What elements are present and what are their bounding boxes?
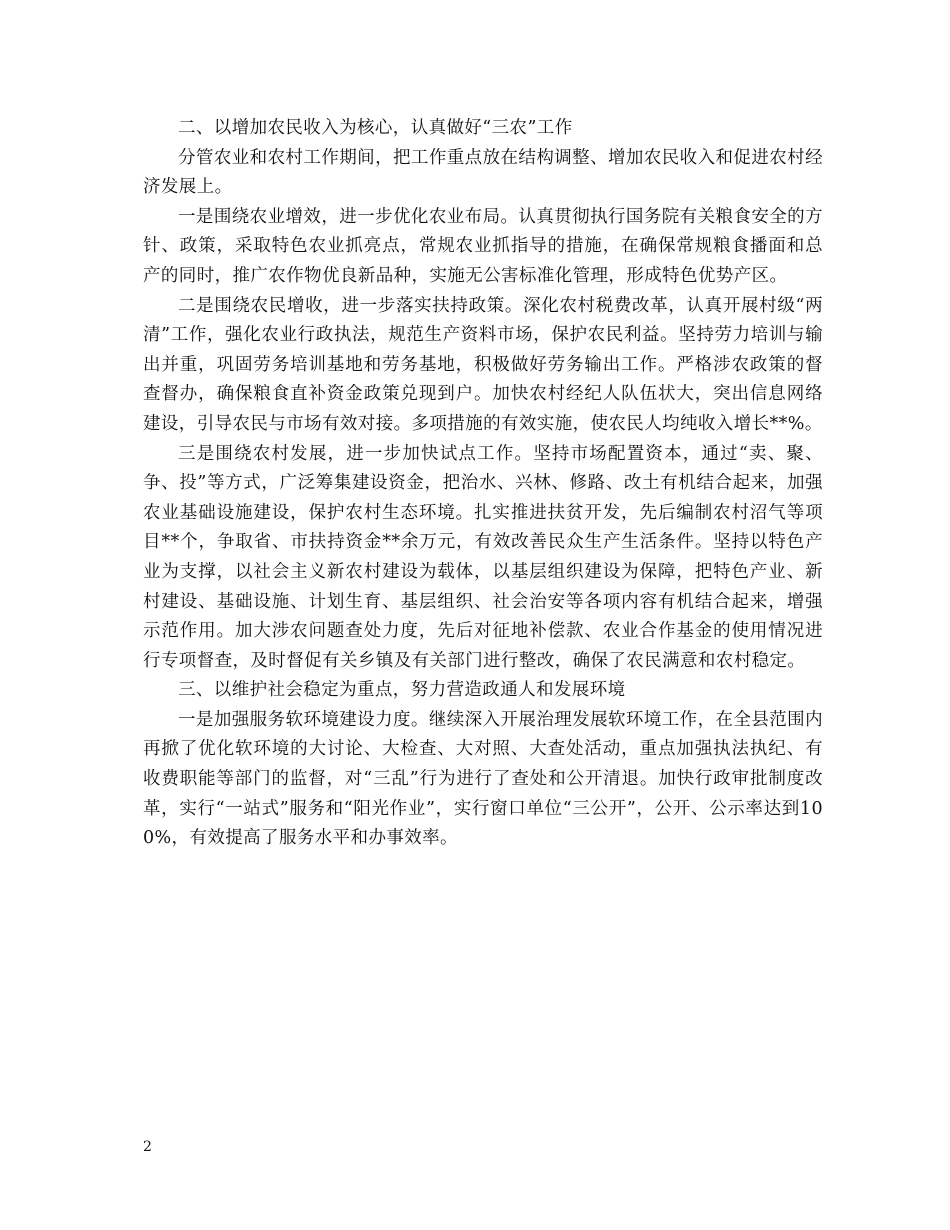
paragraph-service-environment: 一是加强服务软环境建设力度。继续深入开展治理发展软环境工作，在全县范围内再掀了优化软环境的大讨论、大检查、大对照、大查处活动，重点加强执法执纪、有收费职能等部门的监督，对“三乱”行为进行了查处和公开清退。加快行政审批制度改革，实行“一站式”服务和“阳光作业”，实行窗口单位“三公开”，公开、公示率达到100%，有效提高了服务水平和办事效率。 [143,709,823,849]
paragraph-agriculture-efficiency: 一是围绕农业增效，进一步优化农业布局。认真贯彻执行国务院有关粮食安全的方针、政策，采取特色农业抓亮点，常规农业抓指导的措施，在确保常规粮食播面和总产的同时，推广农作物优良新品种，实施无公害标准化管理，形成特色优势产区。 [143,206,823,286]
section-heading-three: 三、以维护社会稳定为重点，努力营造政通人和发展环境 [178,680,626,701]
paragraph-farmer-income: 二是围绕农民增收，进一步落实扶持政策。深化农村税费改革，认真开展村级“两清”工作，强化农业行政执法，规范生产资料市场，保护农民利益。坚持劳力培训与输出并重，巩固劳务培训基地和劳务基地，积极做好劳务输出工作。严格涉农政策的督查督办，确保粮食直补资金政策兑现到户。加快农村经纪人队伍状大，突出信息网络建设，引导农民与市场有效对接。多项措施的有效实施，使农民人均纯收入增长**%。 [143,295,823,434]
section-heading-two: 二、以增加农民收入为核心，认真做好“三农”工作 [178,118,573,138]
body-text [143,114,823,854]
page-number: 2 [143,1139,152,1155]
paragraph-rural-development: 三是围绕农村发展，进一步加快试点工作。坚持市场配置资本，通过“卖、聚、争、投”等方式，广泛筹集建设资金，把治水、兴林、修路、改土有机结合起来，加强农业基础设施建设，保护农村生态环境。扎实推进扶贫开发，先后编制农村沼气等项目**个，争取省、市扶持资金**余万元，有效改善民众生产生活条件。坚持以特色产业为支撑，以社会主义新农村建设为载体，以基层组织建设为保障，把特色产业、新村建设、基础设施、计划生育、基层组织、社会治安等各项内容有机结合起来，增强示范作用。加大涉农问题查处力度，先后对征地补偿款、农业合作基金的使用情况进行专项督查，及时督促有关乡镇及有关部门进行整改，确保了农民满意和农村稳定。 [143,443,823,671]
paragraph-intro: 分管农业和农村工作期间，把工作重点放在结构调整、增加农民收入和促进农村经济发展上。 [143,147,823,198]
